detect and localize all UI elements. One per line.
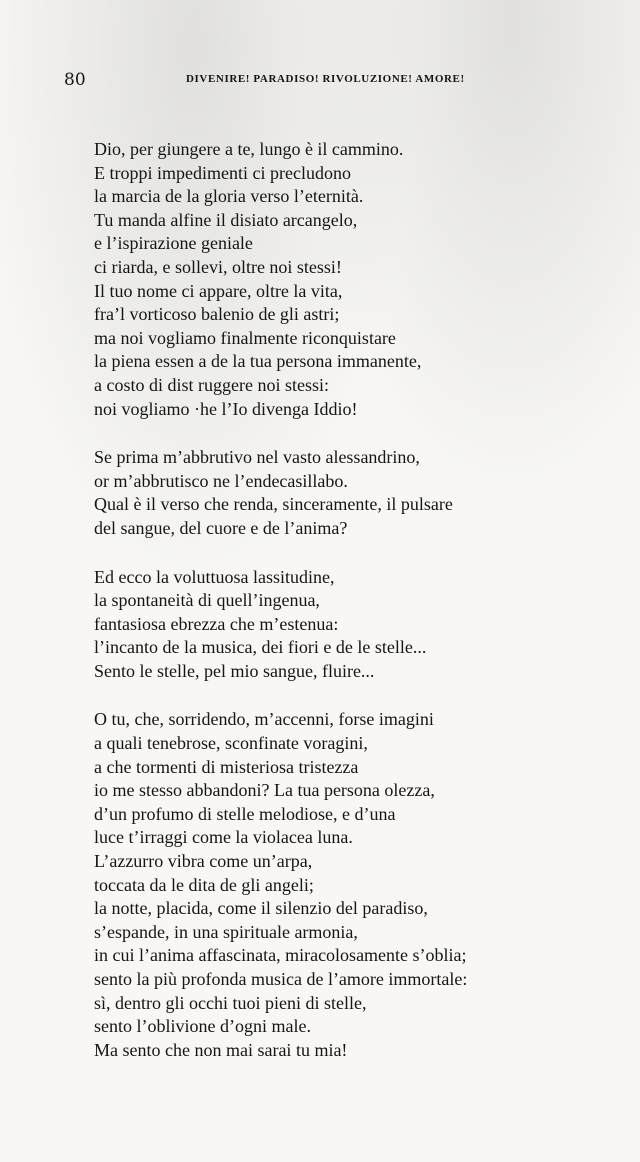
poem-line: Qual è il verso che renda, sinceramente, il pulsare (94, 494, 453, 515)
page-header (64, 70, 504, 94)
stanza-1 (94, 138, 574, 421)
poem-line: ma noi vogliamo finalmente riconquistare (94, 327, 396, 348)
poem-line: la notte, placida, come il silenzio del paradiso, (94, 898, 428, 919)
poem-line: Ed ecco la voluttuosa lassitudine, (94, 566, 335, 587)
stanza-3 (94, 566, 574, 684)
poem-line: O tu, che, sorridendo, m’accenni, forse imagini (94, 709, 434, 730)
poem-line: Ma sento che non mai sarai tu mia! (94, 1039, 348, 1060)
poem-line: Sento le stelle, pel mio sangue, fluire... (94, 660, 375, 681)
poem-line: sento la più profonda musica de l’amore immortale: (94, 969, 468, 989)
poem-line: la spontaneità di quell’ingenua, (94, 590, 320, 611)
poem-line: E troppi impedimenti ci precludono (94, 162, 351, 183)
poem-line: e l’ispirazione geniale (94, 233, 253, 254)
page-number: 80 (64, 70, 86, 90)
poem-line: la marcia de la gloria verso l’eternità. (94, 186, 364, 207)
poem-line: L’azzurro vibra come un’arpa, (94, 851, 313, 872)
poem-line: a che tormenti di misteriosa tristezza (94, 756, 359, 777)
poem-line: Dio, per giungere a te, lungo è il cammino. (94, 139, 404, 159)
poem-line: a costo di dist ruggere noi stessi: (94, 374, 329, 395)
poem-line: sento l’oblivione d’ogni male. (94, 1016, 311, 1037)
poem-line: fantasiosa ebrezza che m’estenua: (94, 613, 339, 634)
poem-line: noi vogliamo ·he l’Io divenga Iddio! (94, 398, 358, 419)
poem-line: Tu manda alfine il disiato arcangelo, (94, 209, 358, 230)
poem-line: toccata da le dita de gli angeli; (94, 874, 314, 895)
poem-line: la piena essen a de la tua persona immanente, (94, 351, 422, 372)
poem-line: or m’abbrutisco ne l’endecasillabo. (94, 470, 348, 491)
poem-line: a quali tenebrose, sconfinate voragini, (94, 733, 368, 754)
poem-line: Il tuo nome ci appare, oltre la vita, (94, 280, 343, 301)
stanza-2 (94, 446, 574, 540)
running-title: DIVENIRE! PARADISO! RIVOLUZIONE! AMORE! (186, 73, 465, 85)
poem-line: io me stesso abbandoni? La tua persona olezza, (94, 780, 435, 801)
poem-body (94, 138, 574, 1087)
poem-line: Se prima m’abbrutivo nel vasto alessandrino, (94, 447, 420, 468)
poem-line: fra’l vorticoso balenio de gli astri; (94, 304, 340, 325)
poem-line: luce t’irraggi come la violacea luna. (94, 827, 353, 848)
poem-line: ci riarda, e sollevi, oltre noi stessi! (94, 256, 342, 277)
stanza-4 (94, 708, 574, 1062)
poem-line: l’incanto de la musica, dei fiori e de le stelle... (94, 637, 427, 658)
poem-line: del sangue, del cuore e de l’anima? (94, 517, 348, 538)
poem-line: s’espande, in una spirituale armonia, (94, 921, 358, 942)
poem-line: d’un profumo di stelle melodiose, e d’una (94, 803, 396, 824)
poem-line: sì, dentro gli occhi tuoi pieni di stelle, (94, 992, 367, 1013)
poem-line: in cui l’anima affascinata, miracolosamente s’oblia; (94, 945, 467, 966)
